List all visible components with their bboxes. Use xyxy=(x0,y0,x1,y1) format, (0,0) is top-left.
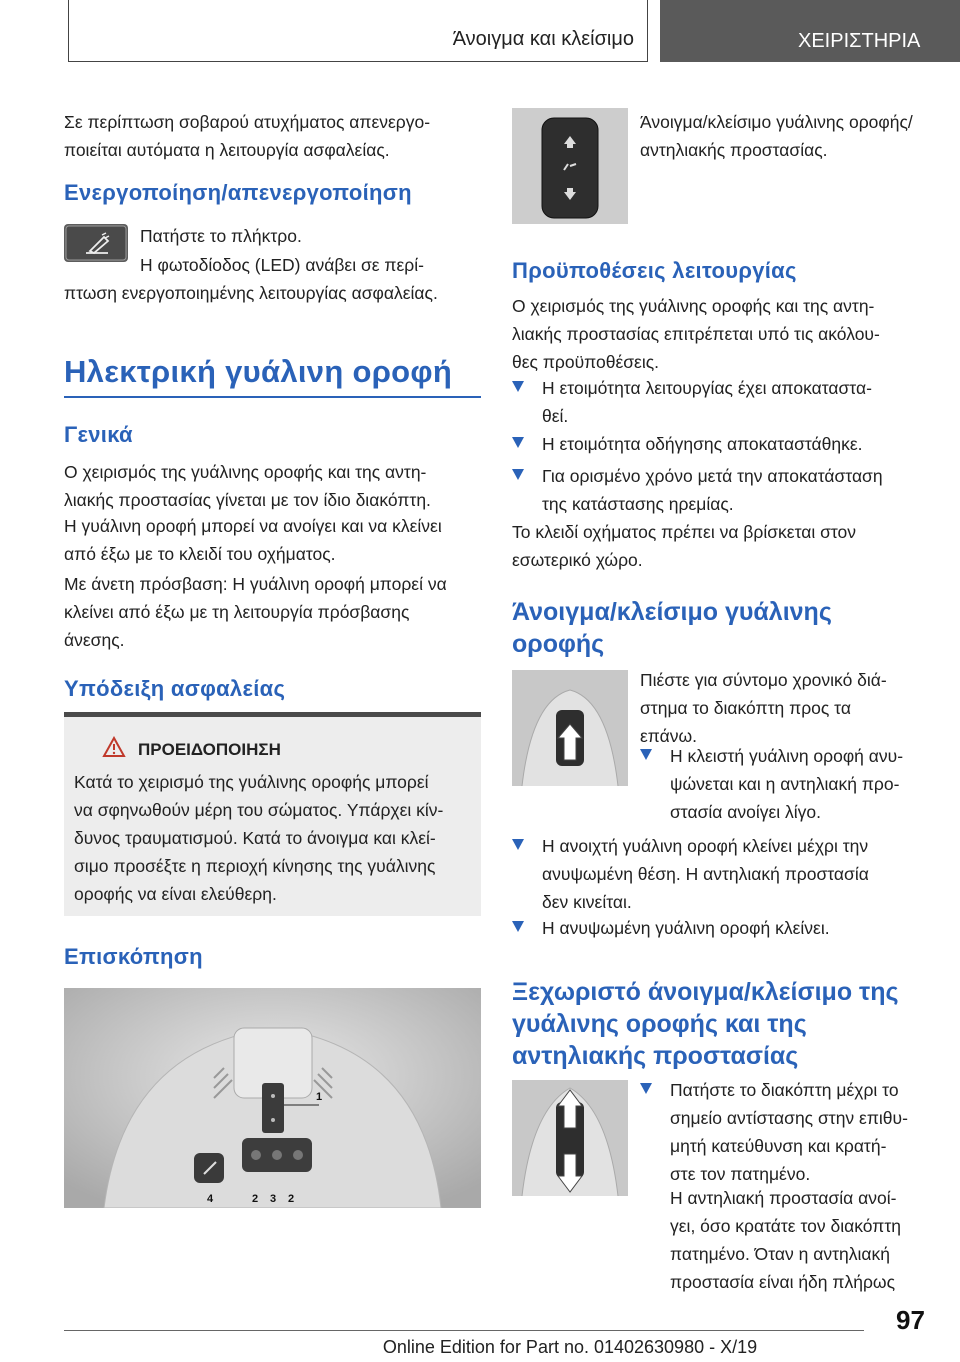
open-close-bullet-2: Η ανοιχτή γυάλινη οροφή κλείνει μέχρι την ανυψωμένη θέση. Η αντηλιακή προστασία δεν κινείται. xyxy=(512,832,942,916)
bullet-triangle-icon xyxy=(512,469,524,480)
footer-edition: Online Edition for Part no. 01402630980 - X/19 xyxy=(382,1337,758,1357)
roof-key-icon xyxy=(64,224,128,262)
bullet-triangle-icon xyxy=(512,437,524,448)
intro-paragraph: Σε περίπτωση σοβαρού ατυχήματος απενεργο- ποιείται αυτόματα η λειτουργία ασφαλείας. xyxy=(64,112,431,160)
heading-open-close: Άνοιγμα/κλείσιμο γυάλινης οροφής xyxy=(512,598,832,658)
activate-text-line1: Πατήστε το πλήκτρο. xyxy=(140,226,302,246)
heading-separate: Ξεχωριστό άνοιγμα/κλείσιμο της γυάλινης οροφής και της αντηλιακής προστασίας xyxy=(512,978,899,1070)
conditions-paragraph: Ο χειρισμός της γυάλινης οροφής και της αντη- λιακής προστασίας επιτρέπεται υπό τις ακόλου- θες προϋποθέσεις. xyxy=(512,296,880,372)
callout-2a: 2 xyxy=(252,1193,259,1205)
switch-caption: Άνοιγμα/κλείσιμο γυάλινης οροφής/αντηλιακής προστασίας. xyxy=(640,112,913,160)
heading-general: Γενικά xyxy=(64,422,133,447)
bullet-triangle-icon xyxy=(512,839,524,850)
footer-rule xyxy=(64,1330,864,1331)
callout-4: 4 xyxy=(207,1193,214,1205)
open-close-bullet-1: Η κλειστή γυάλινη οροφή ανυ- ψώνεται και η αντηλιακή προ- στασία ανοίγει λίγο. xyxy=(640,742,940,826)
header-chapter-tab: ΧΕΙΡΙΣΤΗΡΙΑ xyxy=(660,0,960,62)
bullet-triangle-icon xyxy=(512,381,524,392)
general-paragraph-2: Η γυάλινη οροφή μπορεί να ανοίγει και να κλείνει από έξω με το κλειδί του οχήματος. xyxy=(64,516,442,564)
callout-3: 3 xyxy=(270,1193,277,1205)
heading-overview: Επισκόπηση xyxy=(64,944,203,969)
general-paragraph-3: Με άνετη πρόσβαση: Η γυάλινη οροφή μπορεί να κλείνει από έξω με τη λειτουργία πρόσβασης άνεσης. xyxy=(64,574,447,650)
warning-text: Κατά το χειρισμό της γυάλινης οροφής μπορεί να σφηνωθούν μέρη του σώματος. Υπάρχει κίν- δυνος τραυματισμού. Κατά το άνοιγμα και κλεί- σιμο προσέξτε η περιοχή κίνησης της γυάλινης οροφής να είναι ελεύθερη. xyxy=(74,772,444,904)
open-close-text: Πιέστε για σύντομο χρονικό διά- στημα το διακόπτη προς τα επάνω. xyxy=(640,670,887,746)
general-paragraph-1: Ο χειρισμός της γυάλινης οροφής και της αντη- λιακής προστασίας γίνεται με τον ίδιο διακόπτη. xyxy=(64,462,431,510)
open-close-bullet-3: Η ανυψωμένη γυάλινη οροφή κλείνει. xyxy=(512,914,942,942)
bullet-triangle-icon xyxy=(640,1083,652,1094)
heading-glass-roof: Ηλεκτρική γυάλινη οροφή xyxy=(64,354,453,389)
separate-bullet: Πατήστε το διακόπτη μέχρι το σημείο αντίστασης στην επιθυ- μητή κατεύθυνση και κρατή- στε τον πατημένο. xyxy=(640,1076,940,1188)
header-section-title: Άνοιγμα και κλείσιμο xyxy=(452,28,634,50)
heading-conditions: Προϋποθέσεις λειτουργίας xyxy=(512,258,797,283)
page-number: 97 xyxy=(896,1305,925,1335)
heading-rule xyxy=(64,396,481,398)
activate-text-line2: Η φωτοδίοδος (LED) ανάβει σε περί- xyxy=(140,255,424,275)
callout-2b: 2 xyxy=(288,1193,295,1205)
callout-1: 1 xyxy=(316,1091,323,1103)
conditions-bullet-3: Για ορισμένο χρόνο μετά την αποκατάσταση της κατάστασης ηρεμίας. xyxy=(512,462,942,518)
warning-triangle-icon xyxy=(102,736,126,763)
separate-text: Η αντηλιακή προστασία ανοί- γει, όσο κρατάτε τον διακόπτη πατημένο. Όταν η αντηλιακή προστασία είναι ήδη πλήρως xyxy=(670,1188,901,1292)
conditions-bullet-2: Η ετοιμότητα οδήγησης αποκαταστάθηκε. xyxy=(512,430,942,458)
bullet-triangle-icon xyxy=(640,749,652,760)
conditions-paragraph-2: Το κλειδί οχήματος πρέπει να βρίσκεται στον εσωτερικό χώρο. xyxy=(512,522,857,570)
activate-text-line3: πτωση ενεργοποιημένης λειτουργίας ασφαλείας. xyxy=(64,283,438,303)
overview-photo xyxy=(64,988,481,1208)
warning-top-bar xyxy=(64,712,481,717)
heading-activate: Ενεργοποίηση/απενεργοποίηση xyxy=(64,180,412,205)
warning-title: ΠΡΟΕΙΔΟΠΟΙΗΣΗ xyxy=(138,740,281,759)
bullet-triangle-icon xyxy=(512,921,524,932)
roof-switch-icon xyxy=(512,108,628,224)
photo-switch-updown xyxy=(512,1080,628,1196)
conditions-bullet-1: Η ετοιμότητα λειτουργίας έχει αποκαταστα- θεί. xyxy=(512,374,942,430)
photo-switch-up xyxy=(512,670,628,786)
heading-safety: Υπόδειξη ασφαλείας xyxy=(64,676,286,701)
